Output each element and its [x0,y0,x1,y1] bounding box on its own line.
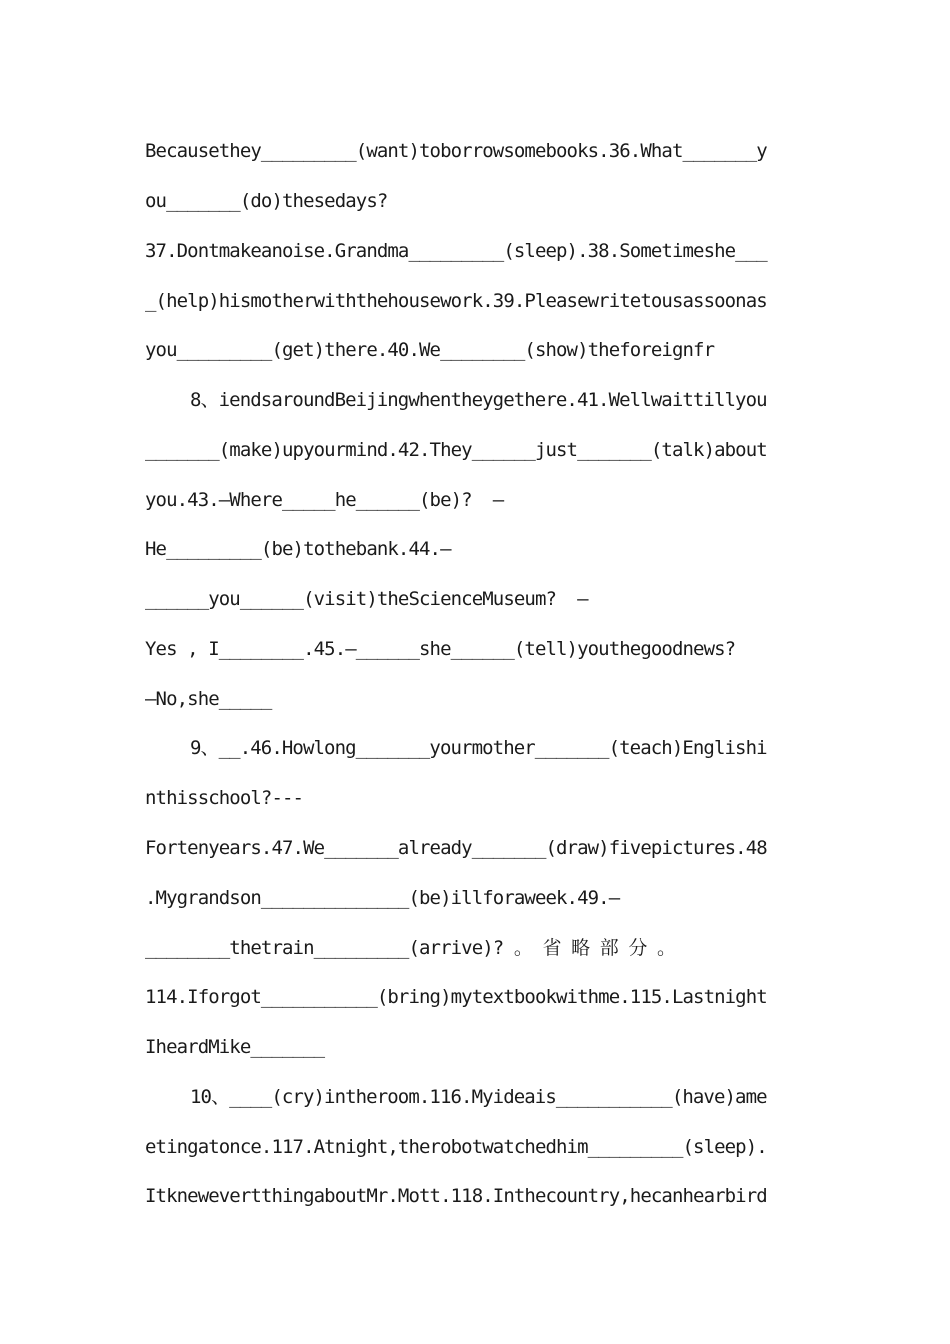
text-line-8: you.43.—Where_____he______(be)? — [145,489,504,511]
text-line-17: ________thetrain_________(arrive)? 。 省 略 部 分 。 [145,937,676,959]
text-line-5: you_________(get)there.40.We________(show)theforeignfr [145,339,715,361]
text-line-11: Yes , I________.45.—______she______(tell)youthegoodnews? [145,638,736,660]
text-line-18: 114.Iforgot___________(bring)mytextbookwithme.115.Lastnight [145,986,767,1008]
text-line-14: nthisschool?--- [145,787,304,809]
text-line-13-numbered: 9、__.46.Howlong_______yourmother_______(teach)Englishi [190,737,767,759]
text-line-6-numbered: 8、iendsaroundBeijingwhentheygethere.41.Wellwaittillyou [190,389,767,411]
text-line-3: 37.Dontmakeanoise.Grandma_________(sleep).38.Sometimeshe___ [145,240,767,262]
text-line-21: etingatonce.117.Atnight,therobotwatchedhim_________(sleep). [145,1136,767,1158]
text-line-12: —No,she_____ [145,688,272,710]
text-line-20-numbered: 10、____(cry)intheroom.116.Myideais___________(have)ame [190,1086,767,1108]
text-line-4: _(help)hismotherwiththehousework.39.Pleasewritetousassoonas [145,290,767,312]
text-line-2: ou_______(do)thesedays? [145,190,388,212]
text-line-19: IheardMike_______ [145,1036,325,1058]
text-line-9: He_________(be)tothebank.44.— [145,538,451,560]
text-line-7: _______(make)upyourmind.42.They______just_______(talk)about [145,439,767,461]
text-line-1: Becausethey_________(want)toborrowsomebooks.36.What_______y [145,140,767,162]
text-line-22: ItknewevertthingaboutMr.Mott.118.Inthecountry,hecanhearbird [145,1185,767,1207]
text-line-16: .Mygrandson______________(be)illforaweek.49.— [145,887,620,909]
text-line-15: Fortenyears.47.We_______already_______(draw)fivepictures.48 [145,837,767,859]
text-line-10: ______you______(visit)theScienceMuseum? — [145,588,588,610]
